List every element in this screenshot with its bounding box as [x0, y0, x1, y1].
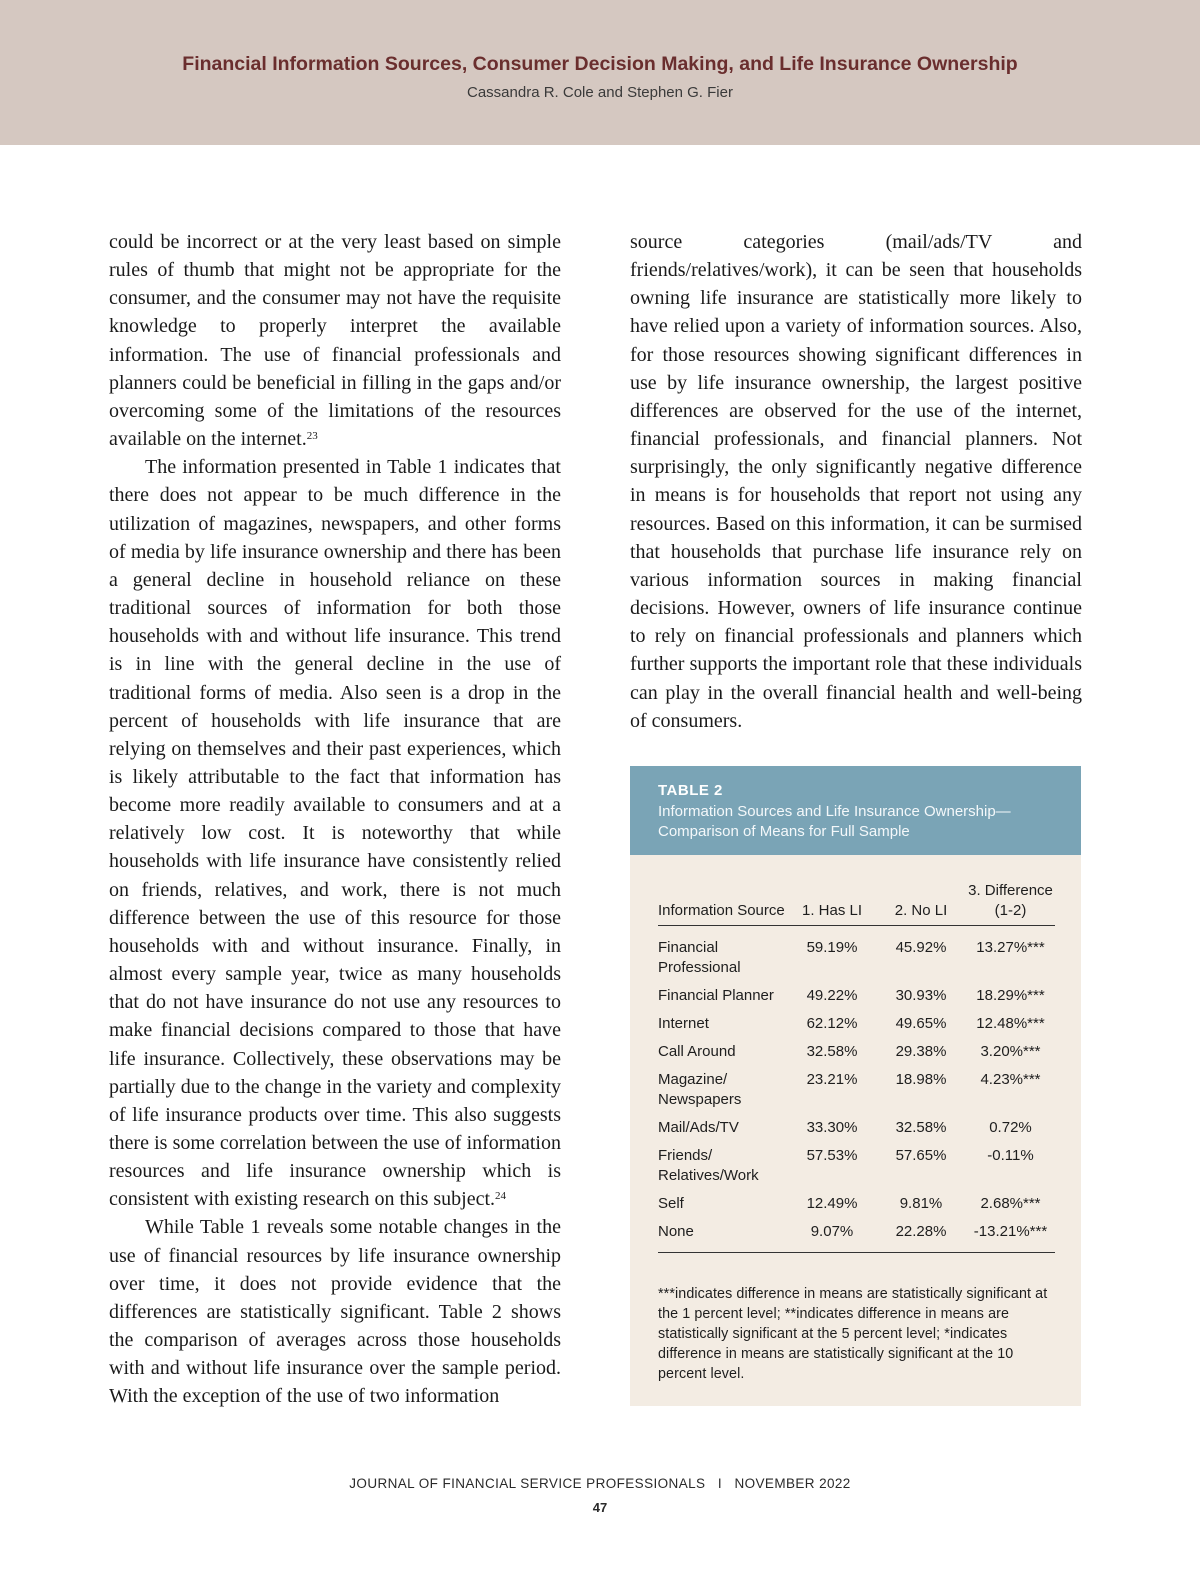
cell-difference: 12.48%***: [976, 1015, 1045, 1032]
cell-has-li: 57.53%: [806, 1147, 858, 1164]
table-row: [658, 1118, 1055, 1146]
cell-has-li: 59.19%: [806, 939, 858, 956]
cell-no-li: 30.93%: [895, 987, 947, 1004]
cell-difference: 3.20%***: [980, 1043, 1041, 1060]
left-column: [109, 228, 561, 1411]
table-label: TABLE 2: [658, 782, 723, 799]
cell-has-li: 32.58%: [806, 1043, 858, 1060]
running-header: [0, 0, 1200, 145]
table-row: [658, 926, 1055, 987]
cell-source: Financial Planner: [658, 987, 774, 1004]
article-title: Financial Information Sources, Consumer Decision Making, and Life Insurance Ownership: [182, 53, 1018, 75]
table-header: [630, 766, 1081, 855]
cell-source: Magazine/ Newspapers: [658, 1071, 742, 1108]
cell-no-li: 32.58%: [895, 1119, 947, 1136]
cell-difference: 2.68%***: [980, 1195, 1041, 1212]
cell-source: Self: [658, 1195, 684, 1212]
cell-source: Financial Professional: [658, 939, 741, 976]
paragraph: [109, 228, 561, 453]
paragraph: While Table 1 reveals some notable changes in the use of financial resources by life insurance ownership over time, it does not provide evidence that the differences are statistically significant. Table 2 shows the comparison of averages across those households with and without life insurance over the sample period. With the exception of the use of two information: [109, 1216, 561, 1408]
paragraph: source categories (mail/ads/TV and friends/relatives/work), it can be seen that households owning life insurance are statistically more likely to have relied upon a variety of information sources. Also, for those resources showing significant differences in use by life insurance ownership, the largest positive differences are observed for the use of the internet, financial professionals, and financial planners. Not surprisingly, the only significantly negative difference in means is for households that report not using any resources. Based on this information, it can be surmised that households that purchase life insurance rely on various information sources in making financial decisions. However, owners of life insurance continue to rely on financial professionals and planners which further supports the important role that these individuals can play in the overall financial health and well-being of consumers.: [630, 231, 1082, 732]
cell-source: Friends/ Relatives/Work: [658, 1147, 759, 1184]
table-caption: Information Sources and Life Insurance Ownership—Comparison of Means for Full Sample: [658, 803, 1011, 840]
table-header-row: [658, 881, 1055, 926]
page-number: 47: [592, 1500, 608, 1515]
cell-has-li: 33.30%: [806, 1119, 858, 1136]
cell-source: None: [658, 1222, 788, 1253]
table-row: [658, 1146, 1055, 1194]
footnote-ref[interactable]: 23: [306, 430, 318, 443]
cell-source: Internet: [658, 1015, 709, 1032]
cell-no-li: 29.38%: [895, 1043, 947, 1060]
paragraph-text: The information presented in Table 1 indicates that there does not appear to be much difference in the utilization of magazines, newspapers, and other forms of media by life insurance ownership and there has been a general decline in household reliance on these traditional sources of information for both those households with and without life insurance. This trend is in line with the general decline in the use of traditional forms of media. Also seen is a drop in the percent of households with life insurance that are relying on themselves and their past experiences, which is likely attributable to the fact that information has become more readily available to consumers and at a relatively low cost. It is noteworthy that while households with life insurance have consistently relied on friends, relatives, and work, there is not much difference between the use of this resource for those households with and without insurance. Finally, in almost every sample year, twice as many households that do not have insurance do not use any resources to make financial decisions compared to those that have life insurance. Collectively, these observations may be partially due to the change in the variety and complexity of life insurance products over time. This also suggests there is some correlation between the use of information resources and life insurance ownership which is consistent with existing research on this subject.: [109, 456, 561, 1211]
column-header-no-li: 2. No LI: [876, 881, 966, 926]
cell-difference: 13.27%***: [976, 939, 1045, 956]
cell-no-li: 45.92%: [895, 939, 947, 956]
cell-difference: -0.11%: [987, 1147, 1034, 1164]
cell-source: Mail/Ads/TV: [658, 1119, 739, 1136]
footnote-ref[interactable]: 24: [495, 1190, 507, 1203]
table-note: ***indicates difference in means are statistically significant at the 1 percent level; **indicates difference in means are statistically significant at the 5 percent level; *indicates difference in means are statistically significant at the 10 percent level.: [658, 1286, 1048, 1382]
cell-has-li: 62.12%: [806, 1015, 858, 1032]
cell-difference: -13.21%***: [966, 1222, 1055, 1253]
table-row: [658, 1014, 1055, 1042]
table-row: [658, 986, 1055, 1014]
cell-difference: 4.23%***: [980, 1071, 1041, 1088]
journal-footer: JOURNAL OF FINANCIAL SERVICE PROFESSIONALS I NOVEMBER 2022: [349, 1476, 851, 1491]
cell-has-li: 23.21%: [806, 1071, 858, 1088]
table-row: [658, 1194, 1055, 1222]
cell-has-li: 9.07%: [788, 1222, 876, 1253]
cell-source: Call Around: [658, 1043, 736, 1060]
data-table: [658, 881, 1055, 1253]
cell-difference: 0.72%: [989, 1119, 1032, 1136]
table-row: [658, 1042, 1055, 1070]
cell-no-li: 57.65%: [895, 1147, 947, 1164]
column-header-source: Information Source: [658, 881, 788, 926]
paragraph: [109, 453, 561, 1213]
cell-no-li: 22.28%: [876, 1222, 966, 1253]
column-header-has-li: 1. Has LI: [788, 881, 876, 926]
cell-no-li: 9.81%: [899, 1195, 943, 1212]
article-authors: Cassandra R. Cole and Stephen G. Fier: [467, 84, 733, 101]
cell-difference: 18.29%***: [976, 987, 1045, 1004]
cell-has-li: 49.22%: [806, 987, 858, 1004]
cell-no-li: 49.65%: [895, 1015, 947, 1032]
table-row: [658, 1070, 1055, 1118]
table-2: [630, 766, 1081, 1406]
column-header-difference: 3. Difference (1-2): [966, 881, 1055, 926]
cell-no-li: 18.98%: [895, 1071, 947, 1088]
cell-has-li: 12.49%: [806, 1195, 858, 1212]
right-column: [630, 228, 1082, 735]
table-row: [658, 1222, 1055, 1253]
paragraph-text: could be incorrect or at the very least based on simple rules of thumb that might not be appropriate for the consumer, and the consumer may not have the requisite knowledge to properly interpret the available information. The use of financial professionals and planners could be beneficial in filling in the gaps and/or overcoming some of the limitations of the resources available on the internet.: [109, 231, 561, 451]
